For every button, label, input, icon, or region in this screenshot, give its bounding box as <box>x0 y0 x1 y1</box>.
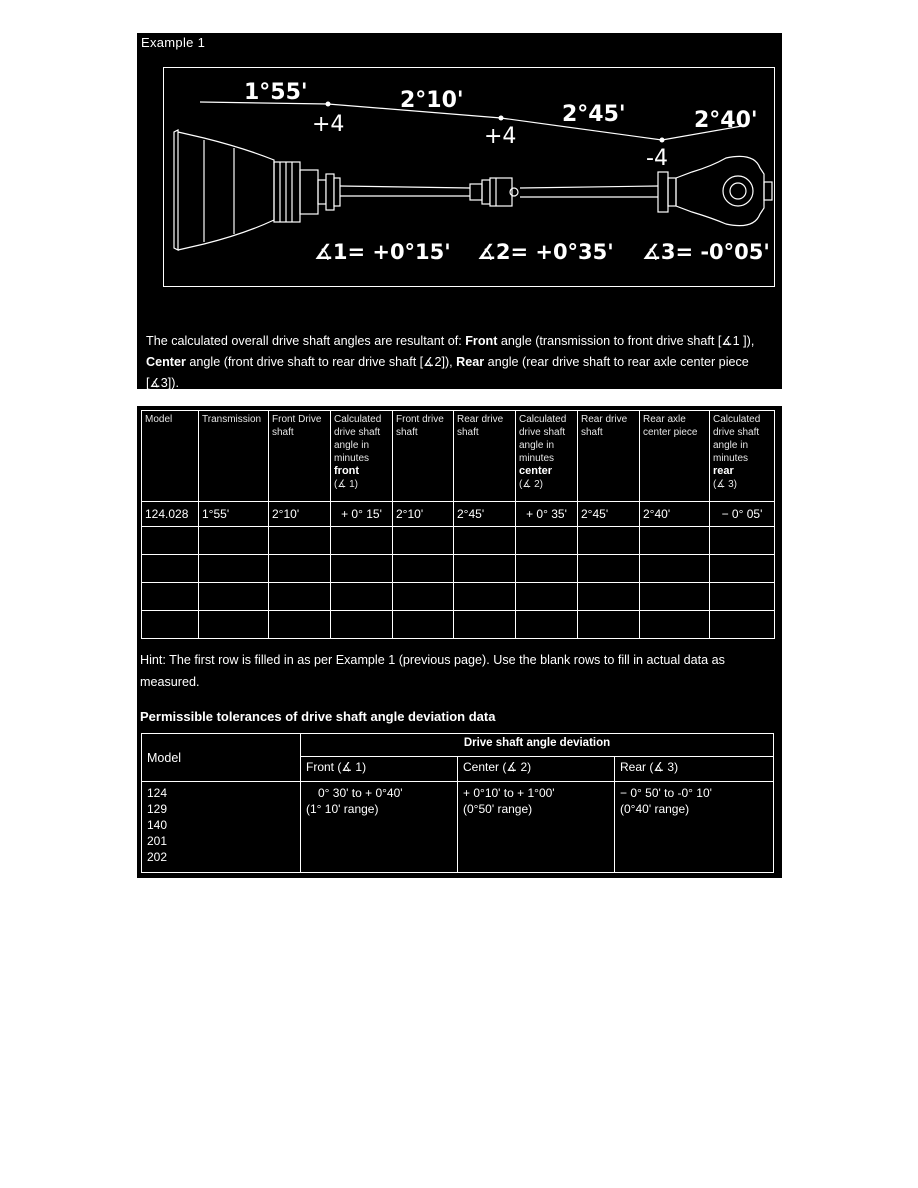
blank-cell <box>331 583 393 611</box>
header-cell: Front Drive shaft <box>269 411 331 502</box>
header-cell: Rear drive shaft <box>454 411 516 502</box>
blank-cell <box>516 611 578 639</box>
model-list <box>142 782 301 873</box>
tolerances-table <box>141 733 774 873</box>
header-cell: Rear drive shaft <box>578 411 640 502</box>
group-header: Drive shaft angle deviation <box>301 734 774 757</box>
blank-cell <box>142 611 199 639</box>
blank-cell <box>269 611 331 639</box>
table-cell: 2°45' <box>454 502 516 527</box>
blank-cell <box>393 555 454 583</box>
table-cell: + 0° 35' <box>516 502 578 527</box>
model-item: 201 <box>147 834 168 848</box>
measurement-header-row <box>142 411 775 502</box>
blank-cell <box>142 583 199 611</box>
angle-value-2: 2°10' <box>400 88 464 113</box>
blank-cell <box>199 527 269 555</box>
deviation-value-1: +4 <box>312 112 345 137</box>
blank-cell <box>331 611 393 639</box>
table-cell: + 0° 15' <box>331 502 393 527</box>
model-item: 140 <box>147 818 168 832</box>
blank-cell <box>516 583 578 611</box>
blank-cell <box>142 555 199 583</box>
angle-value-1: 1°55' <box>244 80 308 105</box>
result-angle-1: ∡1= +0°15' <box>314 240 451 264</box>
blank-cell <box>640 611 710 639</box>
tolerances-title: Permissible tolerances of drive shaft angle deviation data <box>140 709 496 724</box>
example-description: The calculated overall drive shaft angles are resultant of: Front angle (transmission to front drive shaft [∡1 ]), Center angle (front drive shaft to rear drive shaft [∡2]), Rear angle (rear drive shaft to rear axle center piece [∡3]). <box>146 334 755 390</box>
angle-point-1 <box>326 102 331 107</box>
result-angle-2: ∡2= +0°35' <box>477 240 614 264</box>
blank-cell <box>269 583 331 611</box>
table-row <box>142 502 775 527</box>
model-item: 124 <box>147 786 168 800</box>
blank-row <box>142 527 775 555</box>
header-cell: Rear axle center piece <box>640 411 710 502</box>
result-angle-3: ∡3= -0°05' <box>642 240 770 264</box>
blank-cell <box>454 527 516 555</box>
blank-cell <box>516 527 578 555</box>
blank-cell <box>578 583 640 611</box>
blank-cell <box>454 555 516 583</box>
blank-cell <box>331 527 393 555</box>
blank-cell <box>393 527 454 555</box>
blank-cell <box>710 527 775 555</box>
header-cell: Calculated drive shaft angle in minutes front (∡ 1) <box>331 411 393 502</box>
blank-cell <box>269 555 331 583</box>
header-cell: Calculated drive shaft angle in minutes rear (∡ 3) <box>710 411 775 502</box>
blank-cell <box>640 583 710 611</box>
blank-cell <box>516 555 578 583</box>
blank-cell <box>578 527 640 555</box>
blank-cell <box>578 555 640 583</box>
table-cell: − 0° 05' <box>710 502 775 527</box>
front-range-note: (1° 10' range) <box>306 802 379 816</box>
blank-cell <box>578 611 640 639</box>
center-range-note: (0°50' range) <box>463 802 533 816</box>
center-tolerance <box>458 782 615 873</box>
header-cell: Front drive shaft <box>393 411 454 502</box>
example-label: Example 1 <box>141 35 206 50</box>
table-cell: 2°40' <box>640 502 710 527</box>
blank-cell <box>710 583 775 611</box>
example-panel <box>137 33 782 389</box>
column-header-front: Front (∡ 1) <box>301 757 458 782</box>
angle-value-3: 2°45' <box>562 102 626 127</box>
blank-cell <box>454 611 516 639</box>
header-cell: Model <box>142 411 199 502</box>
rear-axle-drawing <box>676 156 772 225</box>
front-tolerance <box>301 782 458 873</box>
deviation-value-3: -4 <box>646 146 668 171</box>
measurement-table <box>141 410 775 639</box>
blank-cell <box>269 527 331 555</box>
drive-shaft-figure <box>163 67 775 287</box>
rear-shaft-drawing <box>520 172 676 212</box>
rear-range: − 0° 50' to -0° 10' <box>620 786 712 800</box>
table-cell: 2°45' <box>578 502 640 527</box>
blank-row <box>142 583 775 611</box>
rear-tolerance <box>615 782 774 873</box>
hint-text: Hint: The first row is filled in as per Example 1 (previous page). Use the blank rows to fill in actual data as measured. <box>140 653 725 689</box>
table-cell: 2°10' <box>393 502 454 527</box>
model-item: 202 <box>147 850 168 864</box>
data-panel <box>137 406 782 878</box>
transmission-drawing <box>174 130 326 250</box>
blank-cell <box>454 583 516 611</box>
header-cell: Calculated drive shaft angle in minutes center (∡ 2) <box>516 411 578 502</box>
front-range: 0° 30' to + 0°40' <box>318 786 403 800</box>
center-range: + 0°10' to + 1°00' <box>463 786 555 800</box>
angle-point-2 <box>499 116 504 121</box>
blank-cell <box>199 555 269 583</box>
blank-cell <box>710 611 775 639</box>
blank-row <box>142 611 775 639</box>
model-item: 129 <box>147 802 168 816</box>
blank-cell <box>710 555 775 583</box>
blank-cell <box>331 555 393 583</box>
model-header: Model <box>142 734 301 782</box>
front-coupling-drawing <box>326 174 340 210</box>
rear-range-note: (0°40' range) <box>620 802 690 816</box>
front-shaft-drawing <box>340 178 518 206</box>
table-row <box>142 782 774 873</box>
angle-line <box>200 102 742 140</box>
blank-cell <box>393 583 454 611</box>
table-cell: 124.028 <box>142 502 199 527</box>
blank-cell <box>640 527 710 555</box>
blank-cell <box>142 527 199 555</box>
angle-value-4: 2°40' <box>694 108 758 133</box>
column-header-center: Center (∡ 2) <box>458 757 615 782</box>
blank-cell <box>199 583 269 611</box>
blank-cell <box>640 555 710 583</box>
table-cell: 2°10' <box>269 502 331 527</box>
blank-row <box>142 555 775 583</box>
table-cell: 1°55' <box>199 502 269 527</box>
blank-cell <box>393 611 454 639</box>
header-cell: Transmission <box>199 411 269 502</box>
angle-point-3 <box>660 138 665 143</box>
tolerances-header-row <box>142 734 774 757</box>
column-header-rear: Rear (∡ 3) <box>615 757 774 782</box>
blank-cell <box>199 611 269 639</box>
deviation-value-2: +4 <box>484 124 517 149</box>
